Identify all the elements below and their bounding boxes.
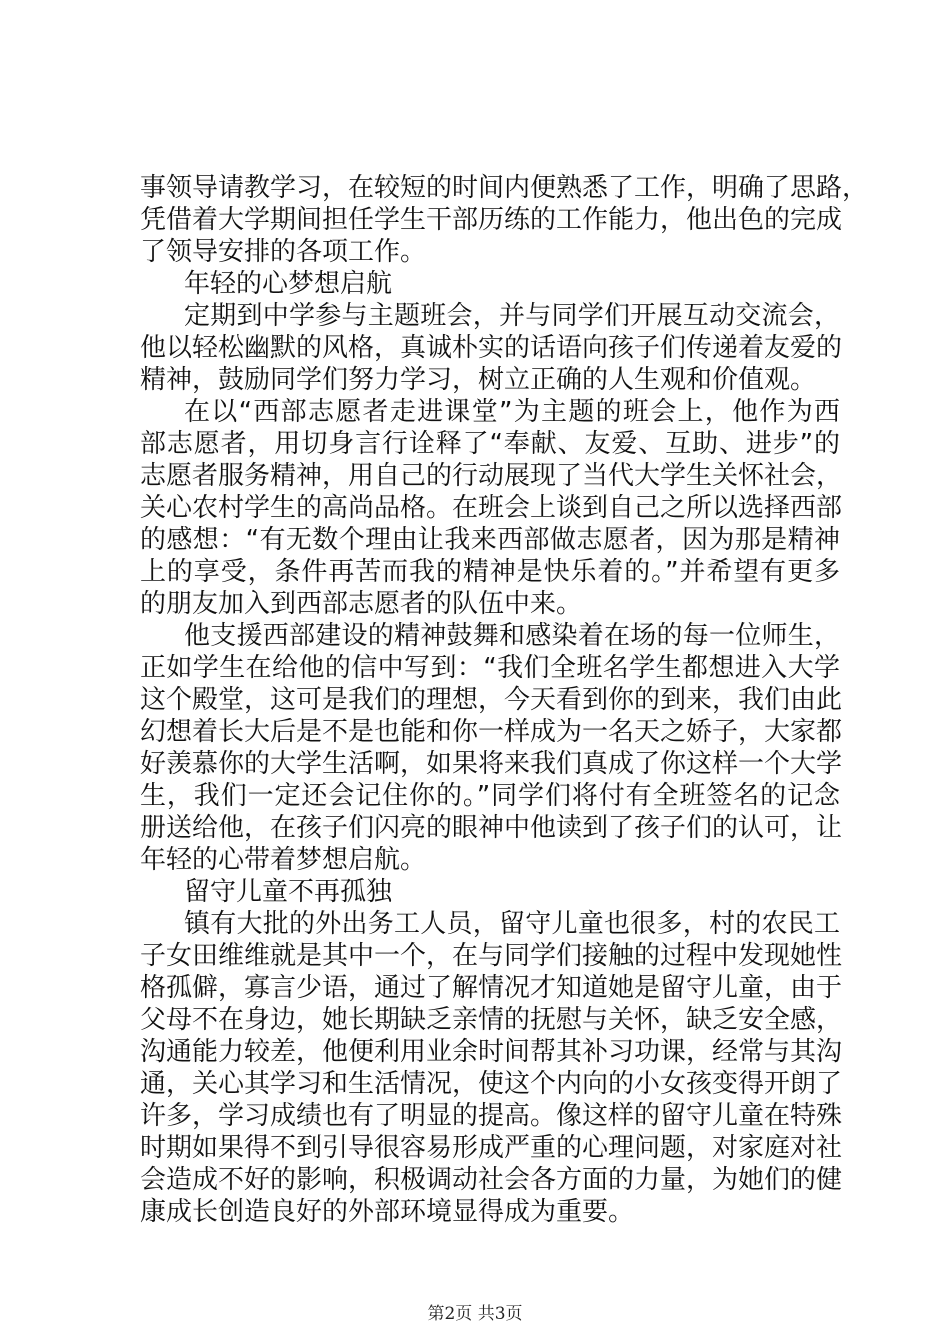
text-line: 册送给他，在孩子们闪亮的眼神中他读到了孩子们的认可，让 <box>140 813 843 843</box>
text-line: 年轻的心带着梦想启航。 <box>140 845 427 875</box>
text-line: 好羡慕你的大学生活啊，如果将来我们真成了你这样一个大学 <box>140 749 843 779</box>
text-line: 的朋友加入到西部志愿者的队伍中来。 <box>140 589 583 619</box>
text-line: 凭借着大学期间担任学生干部历练的工作能力，他出色的完成 <box>140 205 843 235</box>
text-line: 镇有大批的外出务工人员，留守儿童也很多，村的农民工 <box>184 909 840 939</box>
text-line: 定期到中学参与主题班会，并与同学们开展互动交流会， <box>184 301 840 331</box>
document-body <box>140 172 869 1228</box>
text-line: 事领导请教学习，在较短的时间内便熟悉了工作，明确了思路， <box>140 173 869 203</box>
text-line: 精神，鼓励同学们努力学习，树立正确的人生观和价值观。 <box>140 365 817 395</box>
text-line: 关心农村学生的高尚品格。在班会上谈到自己之所以选择西部 <box>140 493 843 523</box>
text-line: 会造成不好的影响，积极调动社会各方面的力量，为她们的健 <box>140 1165 843 1195</box>
text-line: 正如学生在给他的信中写到：“我们全班名学生都想进入大学 <box>140 653 840 683</box>
page-footer: 第2页 共3页 <box>427 1304 523 1324</box>
text-line: 沟通能力较差，他便利用业余时间帮其补习功课，经常与其沟 <box>140 1037 843 1067</box>
text-line: 格孤僻，寡言少语，通过了解情况才知道她是留守儿童，由于 <box>140 973 843 1003</box>
text-line: 上的享受，条件再苦而我的精神是快乐着的。”并希望有更多 <box>140 557 840 587</box>
text-line: 生，我们一定还会记住你的。”同学们将付有全班签名的记念 <box>140 781 840 811</box>
text-line: 他以轻松幽默的风格，真诚朴实的话语向孩子们传递着友爱的 <box>140 333 843 363</box>
text-line: 父母不在身边，她长期缺乏亲情的抚慰与关怀，缺乏安全感， <box>140 1005 843 1035</box>
text-line: 子女田维维就是其中一个，在与同学们接触的过程中发现她性 <box>140 941 843 971</box>
text-line: 志愿者服务精神，用自己的行动展现了当代大学生关怀社会， <box>140 461 843 491</box>
text-line: 他支援西部建设的精神鼓舞和感染着在场的每一位师生， <box>184 621 840 651</box>
section-heading: 留守儿童不再孤独 <box>184 877 393 907</box>
text-line: 时期如果得不到引导很容易形成严重的心理问题，对家庭对社 <box>140 1133 843 1163</box>
text-line: 康成长创造良好的外部环境显得成为重要。 <box>140 1197 635 1227</box>
text-line: 幻想着长大后是不是也能和你一样成为一名天之娇子，大家都 <box>140 717 843 747</box>
text-line: 部志愿者，用切身言行诠释了“奉献、友爱、互助、进步”的 <box>140 429 840 459</box>
text-line: 了领导安排的各项工作。 <box>140 237 427 267</box>
text-line: 的感想：“有无数个理由让我来西部做志愿者，因为那是精神 <box>140 525 840 555</box>
section-heading: 年轻的心梦想启航 <box>184 269 393 299</box>
text-line: 这个殿堂，这可是我们的理想，今天看到你的到来，我们由此 <box>140 685 843 715</box>
text-line: 许多，学习成绩也有了明显的提高。像这样的留守儿童在特殊 <box>140 1101 843 1131</box>
text-line: 通，关心其学习和生活情况，使这个内向的小女孩变得开朗了 <box>140 1069 843 1099</box>
text-line: 在以“西部志愿者走进课堂”为主题的班会上，他作为西 <box>184 397 840 427</box>
